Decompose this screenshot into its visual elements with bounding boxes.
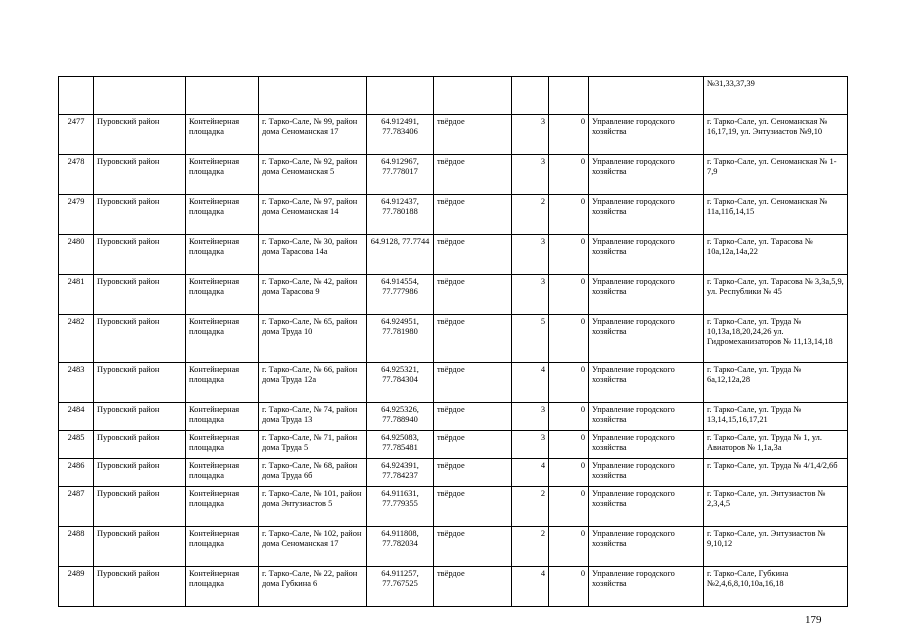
location-cell: г. Тарко-Сале, № 65, район дома Труда 10 bbox=[259, 315, 367, 363]
owner-cell: Управление городского хозяйства bbox=[589, 195, 704, 235]
container-count-cell: 3 bbox=[512, 235, 549, 275]
extra-count-cell: 0 bbox=[549, 527, 589, 567]
extra-count-cell: 0 bbox=[549, 275, 589, 315]
extra-count-cell: 0 bbox=[549, 195, 589, 235]
coordinates-cell: 64.9128, 77.7744 bbox=[367, 235, 434, 275]
surface-cell: твёрдое bbox=[434, 487, 512, 527]
extra-count-cell: 0 bbox=[549, 235, 589, 275]
table-row bbox=[59, 275, 848, 315]
object-type-cell: Контейнерная площадка bbox=[186, 567, 259, 607]
container-count-cell: 3 bbox=[512, 115, 549, 155]
owner-cell: Управление городского хозяйства bbox=[589, 235, 704, 275]
owner-cell: Управление городского хозяйства bbox=[589, 527, 704, 567]
served-addresses-cell: г. Тарко-Сале, ул. Энтузиастов № 2,3,4,5 bbox=[704, 487, 848, 527]
location-cell: г. Тарко-Сале, № 30, район дома Тарасова 14а bbox=[259, 235, 367, 275]
location-cell: г. Тарко-Сале, № 68, район дома Труда 6б bbox=[259, 459, 367, 487]
container-count-cell: 3 bbox=[512, 403, 549, 431]
surface-cell: твёрдое bbox=[434, 275, 512, 315]
object-type-cell: Контейнерная площадка bbox=[186, 431, 259, 459]
row-number-cell: 2485 bbox=[59, 431, 94, 459]
table-row bbox=[59, 235, 848, 275]
register-table bbox=[58, 76, 848, 607]
coordinates-cell: 64.914554, 77.777986 bbox=[367, 275, 434, 315]
owner-cell: Управление городского хозяйства bbox=[589, 403, 704, 431]
container-count-cell: 5 bbox=[512, 315, 549, 363]
location-cell: г. Тарко-Сале, № 74, район дома Труда 13 bbox=[259, 403, 367, 431]
table-row bbox=[59, 403, 848, 431]
container-count-cell: 3 bbox=[512, 275, 549, 315]
location-cell: г. Тарко-Сале, № 102, район дома Сеноманская 17 bbox=[259, 527, 367, 567]
surface-cell: твёрдое bbox=[434, 235, 512, 275]
owner-cell: Управление городского хозяйства bbox=[589, 459, 704, 487]
served-addresses-cell: №31,33,37,39 bbox=[704, 77, 848, 115]
surface-cell: твёрдое bbox=[434, 403, 512, 431]
extra-count-cell: 0 bbox=[549, 567, 589, 607]
location-cell: г. Тарко-Сале, № 97, район дома Сеноманская 14 bbox=[259, 195, 367, 235]
object-type-cell: Контейнерная площадка bbox=[186, 403, 259, 431]
surface-cell: твёрдое bbox=[434, 459, 512, 487]
location-cell: г. Тарко-Сале, № 92, район дома Сеноманская 5 bbox=[259, 155, 367, 195]
coordinates-cell: 64.925326, 77.788940 bbox=[367, 403, 434, 431]
served-addresses-cell: г. Тарко-Сале, ул. Сеноманская № 1-7,9 bbox=[704, 155, 848, 195]
table-row bbox=[59, 431, 848, 459]
surface-cell: твёрдое bbox=[434, 195, 512, 235]
served-addresses-cell: г. Тарко-Сале, ул. Энтузиастов № 9,10,12 bbox=[704, 527, 848, 567]
owner-cell: Управление городского хозяйства bbox=[589, 275, 704, 315]
surface-cell: твёрдое bbox=[434, 363, 512, 403]
district-cell: Пуровский район bbox=[94, 235, 186, 275]
district-cell: Пуровский район bbox=[94, 431, 186, 459]
coordinates-cell: 64.925083, 77.785481 bbox=[367, 431, 434, 459]
object-type-cell: Контейнерная площадка bbox=[186, 115, 259, 155]
row-number-cell: 2482 bbox=[59, 315, 94, 363]
district-cell: Пуровский район bbox=[94, 115, 186, 155]
owner-cell: Управление городского хозяйства bbox=[589, 431, 704, 459]
container-count-cell: 2 bbox=[512, 487, 549, 527]
served-addresses-cell: г. Тарко-Сале, ул. Труда № 10,13а,18,20,24,26 ул. Гидромеханизаторов № 11,13,14,18 bbox=[704, 315, 848, 363]
extra-count-cell: 0 bbox=[549, 487, 589, 527]
extra-count-cell: 0 bbox=[549, 155, 589, 195]
object-type-cell: Контейнерная площадка bbox=[186, 363, 259, 403]
coordinates-cell: 64.911257, 77.767525 bbox=[367, 567, 434, 607]
owner-cell: Управление городского хозяйства bbox=[589, 567, 704, 607]
owner-cell: Управление городского хозяйства bbox=[589, 115, 704, 155]
page-number: 179 bbox=[805, 614, 822, 626]
served-addresses-cell: г. Тарко-Сале, Губкина №2,4,6,8,10,10а,16,18 bbox=[704, 567, 848, 607]
district-cell: Пуровский район bbox=[94, 403, 186, 431]
served-addresses-cell: г. Тарко-Сале, ул. Труда № 4/1,4/2,6б bbox=[704, 459, 848, 487]
served-addresses-cell: г. Тарко-Сале, ул. Труда № 1, ул. Авиаторов № 1,1а,3а bbox=[704, 431, 848, 459]
location-cell: г. Тарко-Сале, № 42, район дома Тарасова 9 bbox=[259, 275, 367, 315]
district-cell: Пуровский район bbox=[94, 527, 186, 567]
row-number-cell: 2478 bbox=[59, 155, 94, 195]
surface-cell: твёрдое bbox=[434, 567, 512, 607]
surface-cell: твёрдое bbox=[434, 527, 512, 567]
row-number-cell: 2484 bbox=[59, 403, 94, 431]
owner-cell: Управление городского хозяйства bbox=[589, 155, 704, 195]
district-cell: Пуровский район bbox=[94, 315, 186, 363]
row-number-cell: 2481 bbox=[59, 275, 94, 315]
coordinates-cell: 64.911631, 77.779355 bbox=[367, 487, 434, 527]
location-cell: г. Тарко-Сале, № 71, район дома Труда 5 bbox=[259, 431, 367, 459]
surface-cell: твёрдое bbox=[434, 155, 512, 195]
object-type-cell: Контейнерная площадка bbox=[186, 315, 259, 363]
coordinates-cell: 64.925321, 77.784304 bbox=[367, 363, 434, 403]
coordinates-cell: 64.912967, 77.778017 bbox=[367, 155, 434, 195]
coordinates-cell: 64.911808, 77.782034 bbox=[367, 527, 434, 567]
surface-cell: твёрдое bbox=[434, 315, 512, 363]
location-cell: г. Тарко-Сале, № 66, район дома Труда 12а bbox=[259, 363, 367, 403]
location-cell: г. Тарко-Сале, № 99, район дома Сеноманская 17 bbox=[259, 115, 367, 155]
district-cell: Пуровский район bbox=[94, 487, 186, 527]
object-type-cell: Контейнерная площадка bbox=[186, 459, 259, 487]
served-addresses-cell: г. Тарко-Сале, ул. Тарасова № 10а,12а,14а,22 bbox=[704, 235, 848, 275]
row-number-cell: 2477 bbox=[59, 115, 94, 155]
container-count-cell: 4 bbox=[512, 567, 549, 607]
extra-count-cell: 0 bbox=[549, 115, 589, 155]
table-row bbox=[59, 195, 848, 235]
table-row bbox=[59, 527, 848, 567]
coordinates-cell: 64.924391, 77.784237 bbox=[367, 459, 434, 487]
table-row bbox=[59, 487, 848, 527]
surface-cell: твёрдое bbox=[434, 115, 512, 155]
object-type-cell: Контейнерная площадка bbox=[186, 527, 259, 567]
row-number-cell: 2486 bbox=[59, 459, 94, 487]
row-number-cell: 2480 bbox=[59, 235, 94, 275]
row-number-cell: 2488 bbox=[59, 527, 94, 567]
coordinates-cell: 64.912491, 77.783406 bbox=[367, 115, 434, 155]
object-type-cell: Контейнерная площадка bbox=[186, 155, 259, 195]
table-row-continued bbox=[59, 77, 848, 115]
district-cell: Пуровский район bbox=[94, 567, 186, 607]
owner-cell: Управление городского хозяйства bbox=[589, 487, 704, 527]
served-addresses-cell: г. Тарко-Сале, ул. Тарасова № 3,3а,5,9, ул. Республики № 45 bbox=[704, 275, 848, 315]
extra-count-cell: 0 bbox=[549, 431, 589, 459]
table-row bbox=[59, 315, 848, 363]
row-number-cell: 2489 bbox=[59, 567, 94, 607]
object-type-cell: Контейнерная площадка bbox=[186, 195, 259, 235]
table-row bbox=[59, 567, 848, 607]
served-addresses-cell: г. Тарко-Сале, ул. Труда № 6а,12,12а,28 bbox=[704, 363, 848, 403]
container-count-cell: 4 bbox=[512, 363, 549, 403]
container-count-cell: 2 bbox=[512, 195, 549, 235]
object-type-cell: Контейнерная площадка bbox=[186, 275, 259, 315]
location-cell: г. Тарко-Сале, № 22, район дома Губкина 6 bbox=[259, 567, 367, 607]
owner-cell: Управление городского хозяйства bbox=[589, 315, 704, 363]
district-cell: Пуровский район bbox=[94, 459, 186, 487]
object-type-cell: Контейнерная площадка bbox=[186, 235, 259, 275]
district-cell: Пуровский район bbox=[94, 363, 186, 403]
owner-cell: Управление городского хозяйства bbox=[589, 363, 704, 403]
row-number-cell: 2487 bbox=[59, 487, 94, 527]
served-addresses-cell: г. Тарко-Сале, ул. Труда № 13,14,15,16,17,21 bbox=[704, 403, 848, 431]
district-cell: Пуровский район bbox=[94, 195, 186, 235]
object-type-cell: Контейнерная площадка bbox=[186, 487, 259, 527]
table-row bbox=[59, 155, 848, 195]
extra-count-cell: 0 bbox=[549, 363, 589, 403]
coordinates-cell: 64.912437, 77.780188 bbox=[367, 195, 434, 235]
row-number-cell: 2479 bbox=[59, 195, 94, 235]
coordinates-cell: 64.924951, 77.781980 bbox=[367, 315, 434, 363]
location-cell: г. Тарко-Сале, № 101, район дома Энтузиастов 5 bbox=[259, 487, 367, 527]
extra-count-cell: 0 bbox=[549, 403, 589, 431]
container-count-cell: 2 bbox=[512, 527, 549, 567]
district-cell: Пуровский район bbox=[94, 155, 186, 195]
table-row bbox=[59, 363, 848, 403]
container-count-cell: 3 bbox=[512, 431, 549, 459]
extra-count-cell: 0 bbox=[549, 459, 589, 487]
table-row bbox=[59, 115, 848, 155]
container-count-cell: 4 bbox=[512, 459, 549, 487]
district-cell: Пуровский район bbox=[94, 275, 186, 315]
extra-count-cell: 0 bbox=[549, 315, 589, 363]
served-addresses-cell: г. Тарко-Сале, ул. Сеноманская № 16,17,19, ул. Энтузиастов №9,10 bbox=[704, 115, 848, 155]
served-addresses-cell: г. Тарко-Сале, ул. Сеноманская № 11а,11б,14,15 bbox=[704, 195, 848, 235]
row-number-cell: 2483 bbox=[59, 363, 94, 403]
container-count-cell: 3 bbox=[512, 155, 549, 195]
table-row bbox=[59, 459, 848, 487]
surface-cell: твёрдое bbox=[434, 431, 512, 459]
